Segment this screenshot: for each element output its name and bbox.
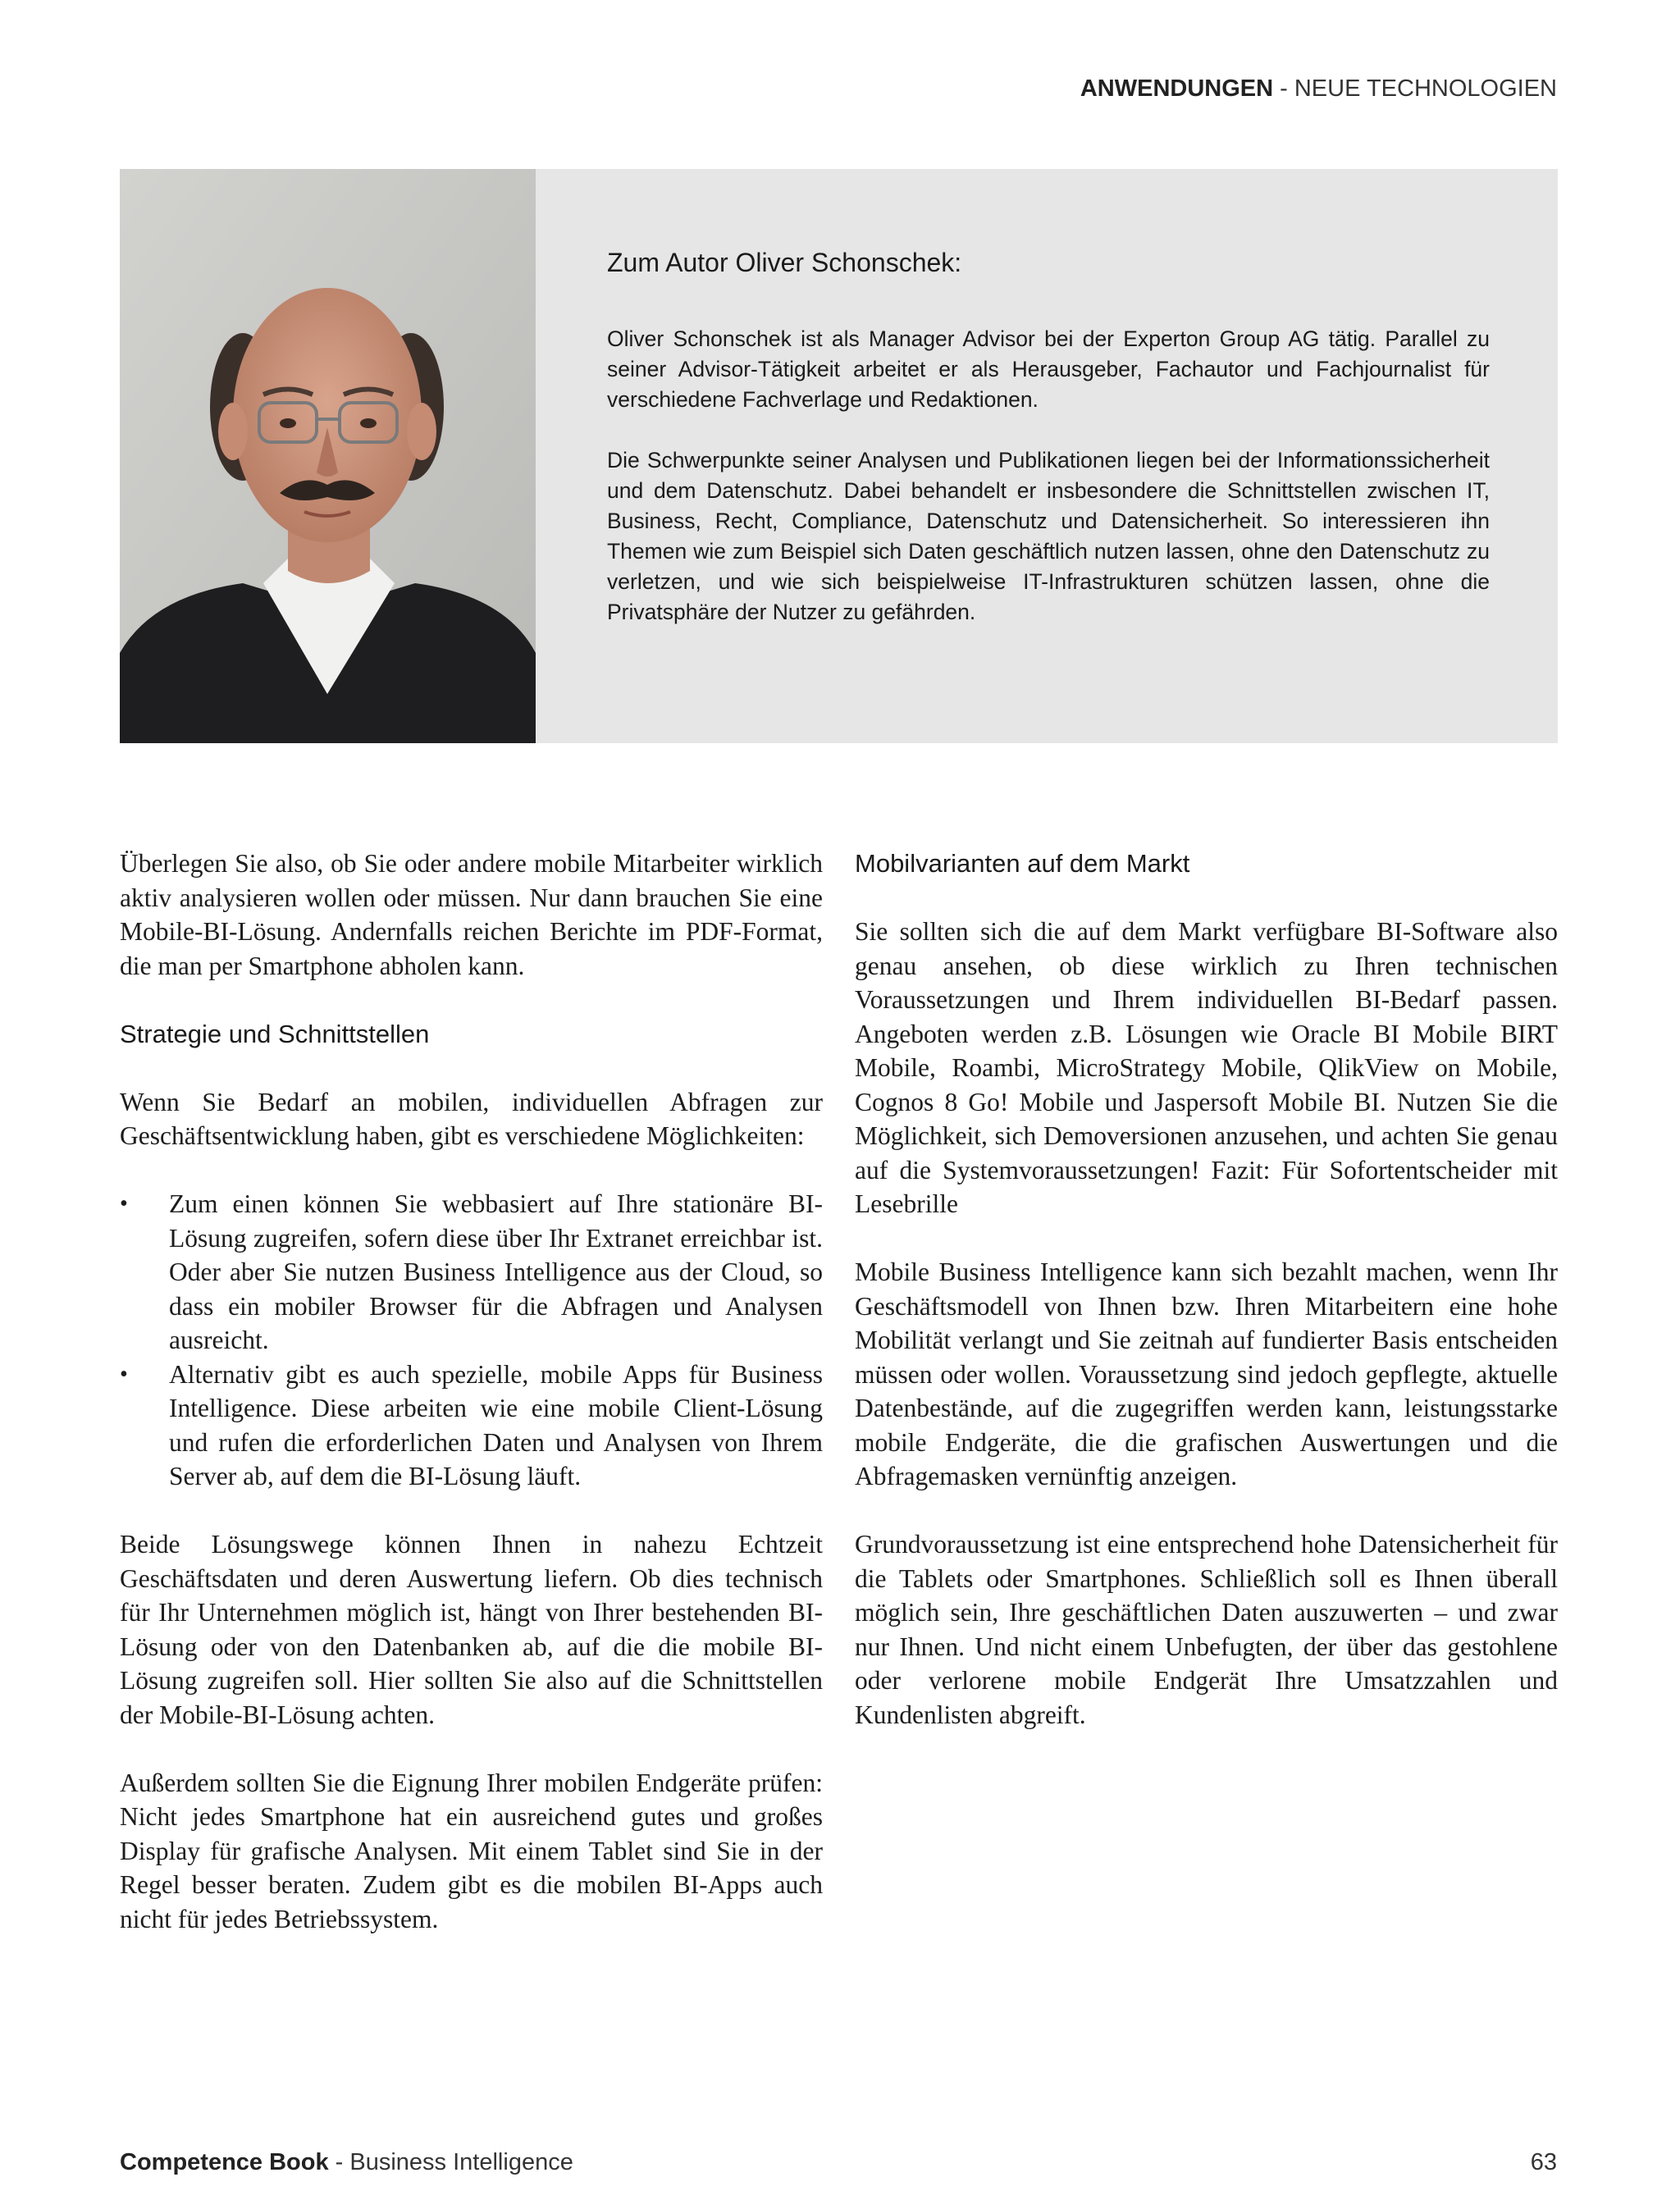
bullet-item — [120, 1187, 823, 1358]
header-separator: - — [1273, 75, 1294, 102]
page-number: 63 — [1530, 2149, 1557, 2175]
bullet-icon: • — [120, 1361, 128, 1387]
header-subsection: NEUE TECHNOLOGIEN — [1294, 75, 1557, 102]
header-section: ANWENDUNGEN — [1080, 75, 1274, 102]
right-column — [855, 847, 1558, 1766]
author-box-title: Zum Autor Oliver Schonschek: — [607, 248, 962, 277]
footer-subtitle: Business Intelligence — [349, 2149, 573, 2175]
author-photo — [120, 169, 536, 743]
security-paragraph: Grundvoraussetzung ist eine entsprechend hohe Datensicherheit für die Tablets oder Smartphones. Schließlich soll es Ihnen überall möglich sein, Ihre geschäftlichen Daten auszuwerten – und zwar nur Ihnen. Und nicht einem Unbefugten, der über das gestohlene oder verlorene mobile Endgerät Ihre Umsatzzahlen und Kundenlisten abgreift. — [855, 1530, 1558, 1729]
left-column — [120, 847, 823, 1970]
heading-mobilvarianten: Mobilvarianten auf dem Markt — [855, 849, 1190, 878]
bullet-item — [120, 1358, 823, 1494]
author-focus-paragraph: Die Schwerpunkte seiner Analysen und Publikationen liegen bei der Informationssicherheit und dem Datenschutz. Dabei behandelt er insbesondere die Schnittstellen zwischen IT, Business, Recht, Compliance, Datenschutz und Datensicherheit. So interessieren ihn Themen wie zum Beispiel sich Daten geschäftlich nutzen lassen, ohne den Datenschutz zu verletzen, und wie sich beispielweise IT-Infrastrukturen schützen lassen, ohne die Privatsphäre der Nutzer zu gefährden. — [607, 448, 1490, 624]
bullet-icon: • — [120, 1191, 128, 1216]
bullet-text: Alternativ gibt es auch spezielle, mobile Apps für Business Intelligence. Diese arbeiten wie eine mobile Client-Lösung und rufen die erforderlichen Daten und Analysen von Ihrem Server ab, auf dem die BI-Lösung läuft. — [169, 1359, 823, 1490]
devices-paragraph: Außerdem sollten Sie die Eignung Ihrer mobilen Endgeräte prüfen: Nicht jedes Smartphone hat ein ausreichend gutes und großes Display für grafische Analysen. Mit einem Tablet sind Sie in der Regel besser beraten. Zudem gibt es die mobilen BI-Apps auch nicht für jedes Betriebssystem. — [120, 1768, 823, 1933]
options-bullet-list — [120, 1187, 823, 1494]
footer-separator: - — [328, 2149, 350, 2175]
page-footer — [120, 2149, 1557, 2176]
author-bio-paragraph: Oliver Schonschek ist als Manager Advisor bei der Experton Group AG tätig. Parallel zu seiner Advisor-Tätigkeit arbeitet er als Herausgeber, Fachautor und Fachjournalist für verschiedene Fachverlage und Redaktionen. — [607, 326, 1490, 412]
solutions-paragraph: Beide Lösungswege können Ihnen in nahezu Echtzeit Geschäftsdaten und deren Auswertung liefern. Ob dies technisch für Ihr Unternehmen möglich ist, hängt von Ihrer bestehenden BI-Lösung oder von den Datenbanken ab, auf die die mobile BI-Lösung zugreifen soll. Hier sollten Sie also auf die Schnittstellen der Mobile-BI-Lösung achten. — [120, 1530, 823, 1729]
running-header — [1080, 75, 1557, 103]
footer-brand: Competence Book — [120, 2149, 329, 2175]
author-info-box — [120, 169, 1558, 743]
business-paragraph: Mobile Business Intelligence kann sich bezahlt machen, wenn Ihr Geschäftsmodell von Ihnen bzw. Ihren Mitarbeitern eine hohe Mobilität verlangt und Sie zeitnah auf fundierter Basis entscheiden müssen oder wollen. Voraussetzung sind jedoch gepflegte, aktuelle Datenbestände, auf die zugegriffen werden kann, leistungsstarke mobile Endgeräte, die die grafischen Auswertungen und die Abfragemasken vernünftig anzeigen. — [855, 1257, 1558, 1490]
market-paragraph: Sie sollten sich die auf dem Markt verfügbare BI-Software also genau ansehen, ob diese wirklich zu Ihren technischen Voraussetzungen und Ihrem individuellen BI-Bedarf passen. Angeboten werden z.B. Lösungen wie Oracle BI Mobile BIRT Mobile, Roambi, MicroStrategy Mobile, QlikView on Mobile, Cognos 8 Go! Mobile und Jaspersoft Mobile BI. Nutzen Sie die Möglichkeit, sich Demoversionen anzusehen, und achten Sie genau auf die Systemvoraussetzungen! Fazit: Für Sofortentscheider mit Lesebrille — [855, 917, 1558, 1218]
intro-paragraph: Überlegen Sie also, ob Sie oder andere mobile Mitarbeiter wirklich aktiv analysieren wollen oder müssen. Nur dann brauchen Sie eine Mobile-BI-Lösung. Andernfalls reichen Berichte im PDF-Format, die man per Smartphone abholen kann. — [120, 849, 823, 980]
bullet-text: Zum einen können Sie webbasiert auf Ihre stationäre BI-Lösung zugreifen, sofern diese über Ihr Extranet erreichbar ist. Oder aber Sie nutzen Business Intelligence aus der Cloud, so dass ein mobiler Browser für die Abfragen und Analysen ausreicht. — [169, 1189, 823, 1354]
heading-strategie: Strategie und Schnittstellen — [120, 1019, 430, 1048]
strategy-paragraph: Wenn Sie Bedarf an mobilen, individuellen Abfragen zur Geschäftsentwicklung haben, gibt es verschiedene Möglichkeiten: — [120, 1087, 823, 1150]
author-text — [607, 248, 1490, 658]
